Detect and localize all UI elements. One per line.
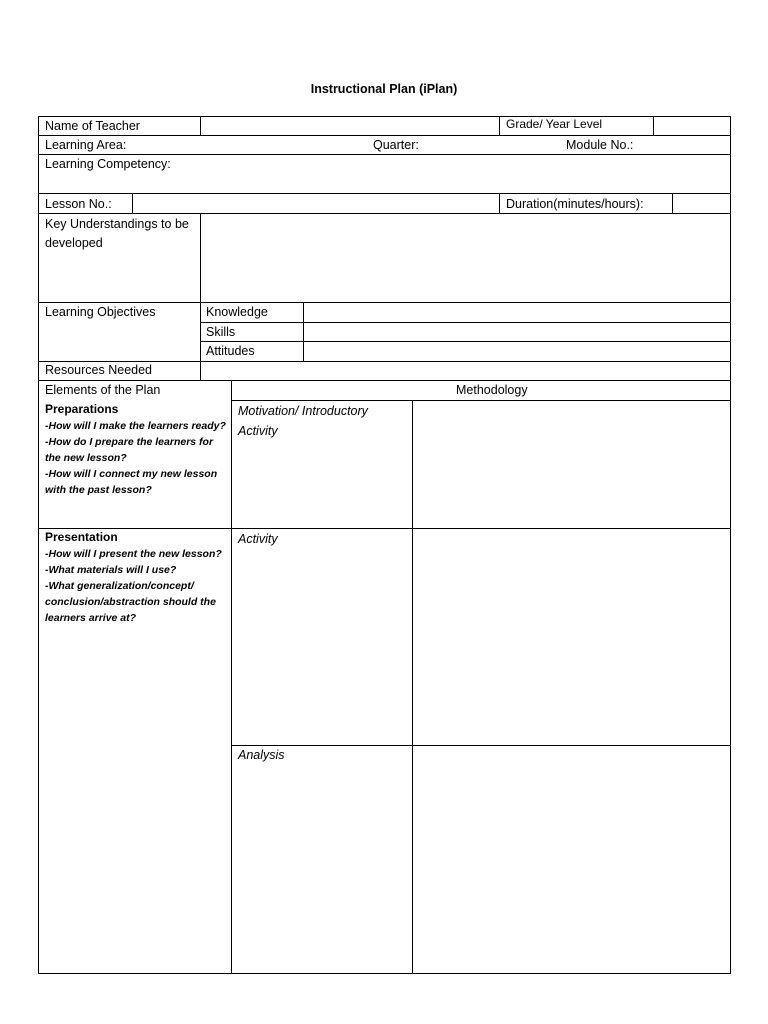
methodology-label: Methodology (456, 383, 528, 397)
quarter-label: Quarter: (373, 138, 419, 152)
table-border-right (730, 116, 731, 974)
col-divider (499, 193, 500, 214)
preparations-question: -How will I connect my new lesson with the past lesson? (45, 468, 218, 496)
row-divider (38, 154, 731, 155)
row-divider (38, 193, 731, 194)
preparations-question: -How will I make the learners ready? (45, 420, 226, 432)
presentation-question: -How will I present the new lesson? (45, 548, 222, 560)
iplan-form-table (38, 116, 731, 974)
learning-competency-label: Learning Competency: (45, 157, 171, 171)
attitudes-field[interactable] (304, 342, 730, 361)
presentation-question: -What materials will I use? (45, 564, 177, 576)
presentation-question: -What generalization/concept/ conclusion/abstraction should the learners arrive at? (45, 580, 216, 624)
col-divider (499, 116, 500, 136)
key-understandings-field[interactable] (201, 214, 730, 302)
skills-field[interactable] (304, 323, 730, 341)
learning-area-label: Learning Area: (45, 138, 127, 152)
knowledge-label: Knowledge (206, 305, 268, 319)
learning-objectives-label: Learning Objectives (45, 305, 156, 319)
grade-level-field[interactable] (654, 117, 730, 135)
col-divider (672, 193, 673, 214)
module-no-label: Module No.: (566, 138, 634, 152)
table-border-left (38, 116, 39, 974)
col-divider (132, 193, 133, 214)
activity-label: Activity (238, 532, 278, 546)
elements-of-plan-label: Elements of the Plan (45, 383, 161, 397)
analysis-label: Analysis (238, 748, 285, 762)
col-divider (231, 380, 232, 974)
preparations-heading: Preparations (45, 402, 119, 416)
document-title: Instructional Plan (iPlan) (310, 82, 458, 96)
resources-needed-label: Resources Needed (45, 363, 153, 377)
teacher-name-field[interactable] (201, 117, 499, 135)
lesson-no-label: Lesson No.: (45, 197, 112, 211)
presentation-heading: Presentation (45, 530, 118, 544)
learning-competency-field[interactable] (39, 174, 730, 193)
grade-year-level-label: Grade/ Year Level (506, 117, 603, 131)
motivation-activity-label: Motivation/ Introductory Activity (238, 404, 368, 438)
duration-label: Duration(minutes/hours): (506, 197, 644, 211)
motivation-content-field[interactable] (413, 401, 730, 528)
presentation-questions (45, 546, 227, 626)
preparations-question: -How do I prepare the learners for the new lesson? (45, 436, 214, 464)
row-divider (38, 135, 731, 136)
analysis-content-field[interactable] (413, 746, 730, 973)
skills-label: Skills (206, 325, 236, 339)
table-border-bottom (38, 973, 731, 974)
resources-field[interactable] (201, 362, 730, 380)
preparations-questions (45, 418, 227, 498)
activity-content-field[interactable] (413, 529, 730, 745)
attitudes-label: Attitudes (206, 344, 255, 358)
row-divider (38, 380, 731, 381)
name-of-teacher-label: Name of Teacher (45, 119, 140, 133)
key-understandings-label: Key Understandings to be developed (45, 217, 189, 250)
knowledge-field[interactable] (304, 303, 730, 322)
